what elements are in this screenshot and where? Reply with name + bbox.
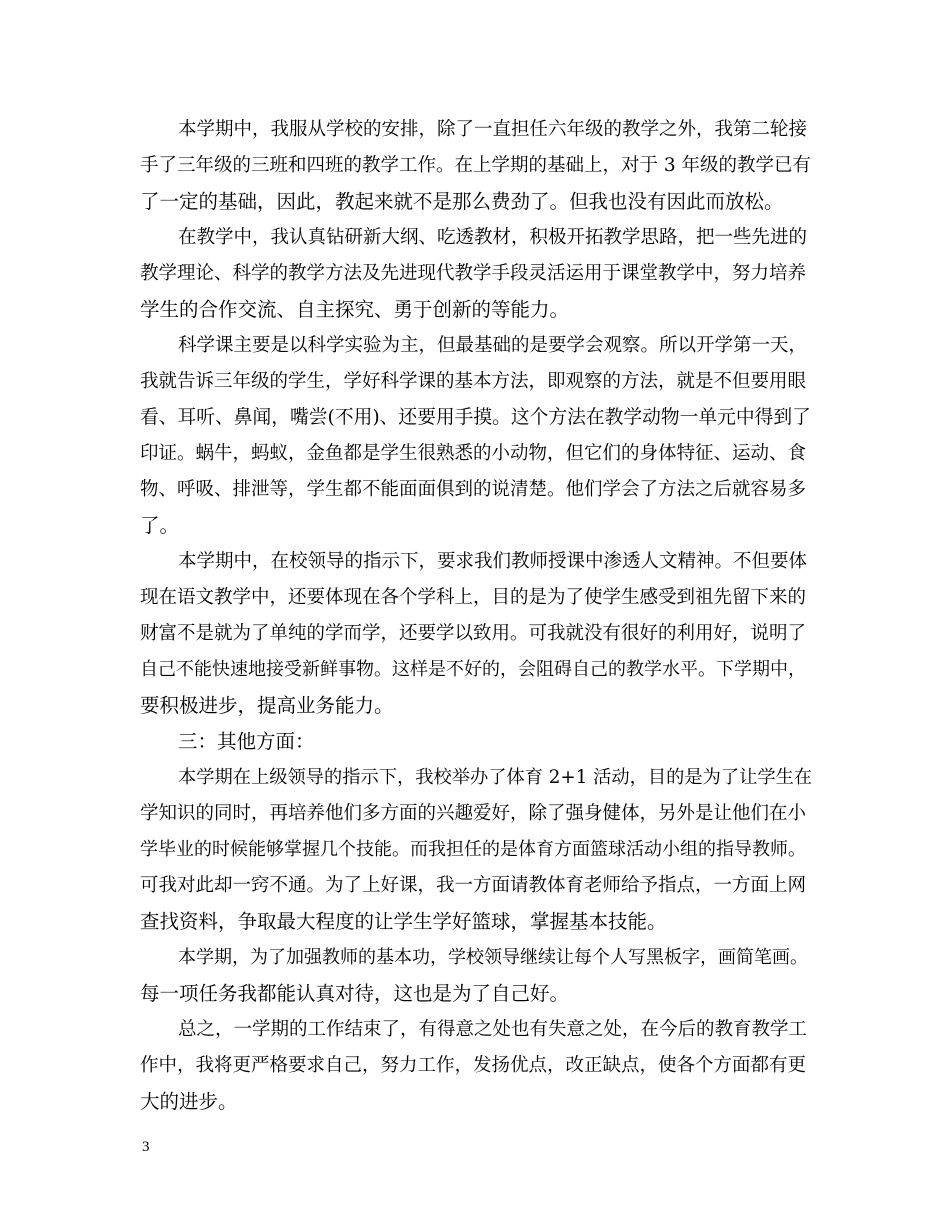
text-line: 学生的合作交流、自主探究、勇于创新的等能力。 [140,298,570,321]
text-line: 物、呼吸、排泄等，学生都不能面面俱到的说清楚。他们学会了方法之后就容易多 [140,479,807,500]
text-line: 每一项任务我都能认真对待，这也是为了自己好。 [140,982,570,1005]
text-line: 了。 [140,514,180,537]
text-line: 印证。蜗牛，蚂蚁，金鱼都是学生很熟悉的小动物，但它们的身体特征、运动、食 [140,443,807,464]
text-line: 大的进步。 [140,1090,238,1113]
text-line: 本学期在上级领导的指示下，我校举办了体育 2+1 活动，目的是为了让学生在 [178,767,813,788]
text-line: 可我对此却一窍不通。为了上好课，我一方面请教体育老师给予指点，一方面上网 [140,875,807,896]
page-number: 3 [142,1139,150,1155]
text-line: 作中，我将更严格要求自己，努力工作，发扬优点，改正缺点，使各个方面都有更 [140,1055,807,1076]
text-line: 查找资料，争取最大程度的让学生学好篮球，掌握基本技能。 [140,910,667,933]
text-line: 手了三年级的三班和四班的教学工作。在上学期的基础上，对于 3 年级的教学已有 [140,155,812,176]
text-line: 在教学中，我认真钻研新大纲、吃透教材，积极开拓教学思路，把一些先进的 [178,227,808,248]
text-line: 学知识的同时，再培养他们多方面的兴趣爱好，除了强身健体，另外是让他们在小 [140,803,807,824]
text-line: 学毕业的时候能够掌握几个技能。而我担任的是体育方面篮球活动小组的指导教师。 [140,839,806,860]
text-line: 教学理论、科学的教学方法及先进现代教学手段灵活运用于课堂教学中，努力培养 [140,263,807,284]
text-line: 财富不是就为了单纯的学而学，还要学以致用。可我就没有很好的利用好，说明了 [140,623,807,644]
text-line: 本学期中，我服从学校的安排，除了一直担任六年级的教学之外，我第二轮接 [178,119,808,140]
text-line: 本学期中，在校领导的指示下，要求我们教师授课中渗透人文精神。不但要体 [178,551,808,572]
text-line: 看、耳听、鼻闻，嘴尝(不用)、还要用手摸。这个方法在教学动物一单元中得到了 [140,407,811,428]
text-line: 本学期，为了加强教师的基本功，学校领导继续让每个人写黑板字，画简笔画。 [178,947,808,968]
text-line: 了一定的基础，因此，教起来就不是那么费劲了。但我也没有因此而放松。 [140,190,784,213]
text-line: 总之，一学期的工作结束了，有得意之处也有失意之处，在今后的教育教学工 [178,1019,808,1040]
text-line: 我就告诉三年级的学生，学好科学课的基本方法，即观察的方法，就是不但要用眼 [140,371,807,392]
text-line: 科学课主要是以科学实验为主，但最基础的是要学会观察。所以开学第一天， [178,335,808,356]
text-line: 自己不能快速地接受新鲜事物。这样是不好的，会阻碍自己的教学水平。下学期中， [140,659,806,680]
text-line: 要积极进步，提高业务能力。 [140,694,394,717]
section-heading: 三：其他方面： [178,730,315,753]
text-line: 现在语文教学中，还要体现在各个学科上，目的是为了使学生感受到祖先留下来的 [140,587,807,608]
